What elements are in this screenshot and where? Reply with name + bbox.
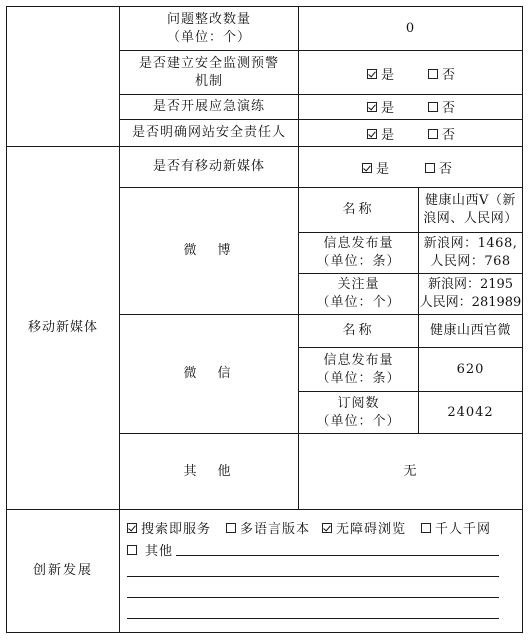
drill-yes-option[interactable]: 是: [367, 97, 395, 116]
has-mobile-media-no-option[interactable]: 否: [425, 158, 453, 177]
weibo-name-label: 名称: [342, 202, 375, 217]
other-media-value: 无: [403, 463, 418, 479]
rule: [6, 632, 523, 633]
rectification-count-value: 0: [405, 20, 416, 36]
other-fill-line[interactable]: [176, 555, 499, 556]
other-fill-line[interactable]: [127, 618, 499, 619]
innovation-option-multilingual[interactable]: 多语言版本: [226, 518, 310, 537]
innovation-option-search-as-service[interactable]: 搜索即服务: [127, 518, 211, 537]
monitoring-yes-option[interactable]: 是: [367, 64, 395, 83]
drill-no-option[interactable]: 否: [428, 97, 456, 116]
rectification-count-label: 问题整改数量 （单位：个）: [166, 11, 251, 45]
wechat-name-value: 健康山西官微: [429, 323, 511, 338]
has-mobile-media-label: 是否有移动新媒体: [152, 159, 265, 174]
weibo-name-value: 健康山西V（新 浪网、人民网）: [423, 193, 518, 226]
innovation-option-other[interactable]: 其他: [127, 540, 173, 559]
checkbox-unchecked-icon[interactable]: [428, 69, 438, 79]
checkbox-checked-icon[interactable]: [367, 69, 377, 79]
weibo-posts-value: 新浪网：1468, 人民网：768: [423, 236, 518, 269]
checkbox-checked-icon[interactable]: [322, 523, 332, 533]
wechat-posts-value: 620: [456, 361, 485, 377]
wechat-subscribers-value: 24042: [447, 404, 494, 420]
checkbox-checked-icon[interactable]: [367, 102, 377, 112]
weibo-followers-label: 关注量 （单位：个）: [316, 277, 401, 310]
weibo-followers-value: 新浪网：2195 人民网：281989: [419, 277, 522, 310]
innovation-option-personalized[interactable]: 千人千网: [421, 518, 491, 537]
mobile-media-section-label: 移动新媒体: [27, 320, 98, 335]
monitoring-no-option[interactable]: 否: [428, 64, 456, 83]
innovation-section-label: 创新发展: [32, 563, 93, 578]
innovation-option-accessibility[interactable]: 无障碍浏览: [322, 518, 406, 537]
weibo-posts-label: 信息发布量 （单位：条）: [316, 236, 401, 269]
wechat-subscribers-label: 订阅数 （单位：个）: [316, 395, 401, 429]
checkbox-unchecked-icon[interactable]: [421, 523, 431, 533]
monitoring-label: 是否建立安全监测预警 机制: [138, 55, 279, 89]
checkbox-unchecked-icon[interactable]: [428, 102, 438, 112]
other-fill-line[interactable]: [127, 576, 499, 577]
responsibility-label: 是否明确网站安全责任人: [131, 125, 286, 140]
wechat-posts-label: 信息发布量 （单位：条）: [316, 352, 401, 386]
responsibility-yes-option[interactable]: 是: [367, 124, 395, 143]
has-mobile-media-yes-option[interactable]: 是: [362, 158, 390, 177]
responsibility-no-option[interactable]: 否: [428, 124, 456, 143]
weibo-label: 微 博: [183, 243, 235, 258]
rule: [522, 6, 523, 633]
checkbox-checked-icon[interactable]: [367, 129, 377, 139]
other-fill-line[interactable]: [127, 597, 499, 598]
drill-label: 是否开展应急演练: [152, 99, 265, 114]
checkbox-unchecked-icon[interactable]: [226, 523, 236, 533]
checkbox-unchecked-icon[interactable]: [428, 129, 438, 139]
checkbox-checked-icon[interactable]: [127, 523, 137, 533]
wechat-name-label: 名称: [342, 323, 375, 338]
checkbox-unchecked-icon[interactable]: [127, 545, 137, 555]
other-media-label: 其 他: [183, 463, 235, 479]
wechat-label: 微 信: [183, 366, 235, 381]
checkbox-unchecked-icon[interactable]: [425, 163, 435, 173]
checkbox-checked-icon[interactable]: [362, 163, 372, 173]
